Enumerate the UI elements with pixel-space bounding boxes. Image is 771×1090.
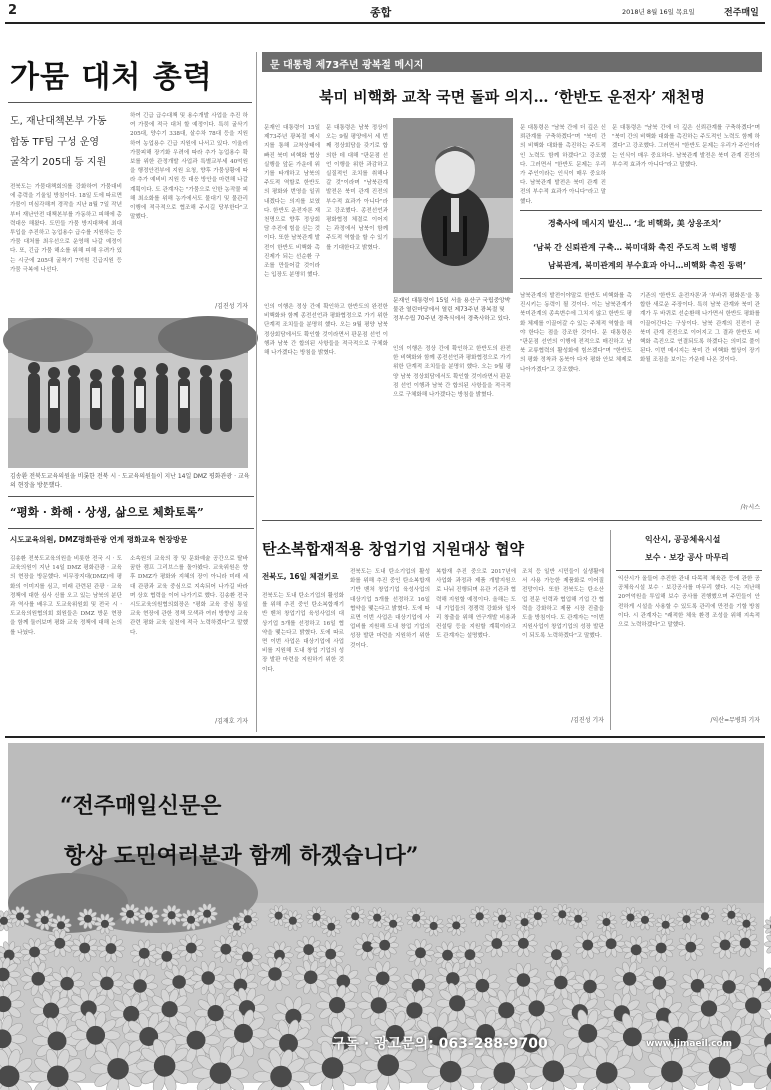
side-box-bottom-rule [520,278,762,279]
dmz-col-2-text: 소속원의 교육의 장 및 문화예술 공간으로 탈바꿈한 캠프 그리브스를 돌아봤다. 교육위원은 향후 DMZ가 평화와 지혜의 장이 아니라 미래 세대 관광과 교육 중심으로 지속되어 나가길 바라며 상호 협력을 이어 나가기로 했다. 김송환 전국시도교육의원협의회장은 "평화 교육 중심 통일 교육 현장에 관한 정책 모색과 여러 방향성 교육 관련 평화 교육 실천에 적극 노력하겠다"고 말했다. [130,556,248,636]
startup-dateline: 전북도, 16일 체결키로 [262,572,339,581]
startup-col-2: 전북도는 도내 탄소기업의 활성화를 위해 추진 중인 탄소복합재기반 벤처 창업기업 육성사업의 대상기업 5개를 선정하고 16일 협약을 맺는다고 밝혔다. 도에 따르면 이번 사업은 대상기업에 사업비를 지원해 도내 창업 기업의 성장 발판 마련을 지원하기 위한 것이다. [350,569,430,649]
startup-col-3: 복합재 추진 중으로 2017년에 사업화 과정과 제품 개발지원으로 나눠 진행되며 유관 기관과 협력해 지원할 예정이다. 올해는 도내 기업들의 경쟁력 강화와 일자리 창출을 위해 연구개발 비용과 컨설팅 등을 지원할 계획이라고 도 관계자는 설명했다. [436,569,516,640]
moon-mid-col-1: 인의 이행은 정상 간에 확인하고 한반도의 완전한 비핵화와 함께 종전선언과 평화협정으로 가기 위한 단계적 조치들을 분명히 했다. 오는 9월 평양 남북 정상회담에서도 확인할 것이라면서 판문점 선언 이행과 남북 간 합의된 사항들을 적극적으로 구체화해 나가겠다는 방침을 밝혔다. [264,304,388,357]
sunflower [764,916,771,937]
dmz-group-photo [8,318,248,468]
sunflower-advertisement [8,743,764,1083]
moon-photo [393,118,513,293]
drought-sub-1: 도, 재난대책본부 가동 [10,116,107,127]
ad-top-rule [5,736,765,738]
iksan-title-1: 익산시, 공공체육시설 [645,535,721,544]
iksan-title-2: 보수 · 보강 공사 마무리 [645,553,729,562]
iksan-divider [610,530,611,730]
paper-name: 전주매일 [724,8,759,18]
moon-credit: /뉴시스 [740,504,760,511]
dmz-col-1-text: 김송환 전북도교육의원을 비롯한 전국 시 · 도교육의원이 지난 14일 DMZ 평화관광 · 교육의 현장을 방문했다. 비무장지대(DMZ)에 평화의 이미지를 심고, 미래 관련된 관광 · 교육 정책에 대한 심사 신를 오고 있는 남북의 분단과 역사를 배우고 도교육위원회 및 전국 시 · 도교육의원협의회 회원들은 DMZ 방문 현장을 함께 둘러보며 평화 교육 정책에 대해 논의를 나눴다. [10,556,122,636]
dmz-credit: /김재호 기자 [215,718,248,725]
moon-photo-caption: 문재인 대통령이 15일 서울 용산구 국립중앙박물관 열린마당에서 열린 제73주년 광복절 및 정부수립 70주년 경축식에서 경축사하고 있다. [393,298,511,322]
page-header [0,0,771,22]
moon-col-1-text: 문재인 대통령이 15일 제73주년 광복절 메시지를 통해 교착상태에 빠진 북미 비핵화 협상 실행을 앞둔 가운데 위기를 타개하고 남북의 주도적 역할로 한반도의 평화와 번영을 일궈내겠다는 의지를 보였다. 한반도 운전자론 재천명으로 향후 정상회담 추진에 힘을 싣는 것이다. 또한 남북관계 발전이 한반도 비핵화 촉진제가 되는 선순환 구조를 만들어갈 것이라는 입장도 분명히 했다. [264,125,320,279]
drought-col-2-text: 하여 긴급 급수대책 및 용수개발 사업을 추진 하여 가뭄에 적극 대처 할 예정이다. 특히 굴삭기 205대, 양수기 338대, 살수차 78대 등을 지원하여 농업용수 긴급 지원에 나서고 있다. 이울러 가뭄피해 장기화 우려에 따라 추가 농업용수 확보를 위한 관정개발 사업과 특별교부세 40억원을 행정안전부에 지원 요청, 향후 가뭄상황에 따라 추가 예비비 지원 등 대응 방안을 마련해 나갈 계획이다. 도 관계자는 "가뭄으로 인한 농작물 피해 최소화를 위해 농가에서도 물대기 및 물관리 이행에 적극적으로 협조해 주시길 당부한다"고 말했다. [130,113,248,221]
section-name: 종합 [370,6,392,19]
dmz-photo-caption: 김송환 전북도교육의원을 비롯한 전북 시 · 도교육의원들이 지난 14일 DMZ 평화관광 · 교육의 현장을 방문했다. [10,473,250,489]
moon-headline: 북미 비핵화 교착 국면 돌파 의지… ‘한반도 운전자’ 재천명 [318,88,705,106]
startup-col-1: 전북도는 도내 탄소기업의 활성화를 위해 추진 중인 탄소복합재기반 벤처 창업기업 육성사업의 대상기업 5개를 선정하고 16일 협약을 맺는다고 밝혔다. 도에 따르면 이번 사업은 대상기업에 사업비를 지원해 도내 창업 기업의 성장 발판 마련을 지원하기 위한 것이다. [262,593,344,673]
moon-col-2-text: 문 대통령은 남북 정상이 오는 9월 평양에서 세 번째 정상회담을 갖기로 합의한 데 대해 "판문점 선언 이행을 위한 과감하고 실질적인 조치를 취해나갈 것"이라며 "남북관계 발전은 북미 관계 진전의 부수적 효과가 아니다"라고 강조했다. 종전선언과 평화협정 체결로 이어지는 과정에서 남북이 함께 주도적 역할을 할 수 있기를 기대한다고 밝혔다. [326,125,388,251]
side-box-title: 경축사에 메시지 발신… ‘北 비핵화, 美 상응조치’ [548,219,722,228]
iksan-title-rule [616,570,762,571]
moon-banner: 문 대통령 제73주년 광복절 메시지 [262,52,762,72]
side-box-line-1: ‘남북 간 신뢰관계 구축… 북미대화 촉진 주도적 노력 병행 [533,243,737,252]
moon-right-col-2-text: 문 대통령은 "남북 간에 더 깊은 신뢰관계를 구축하겠다"며 "북미 간의 비핵화 대화를 촉진하는 주도적인 노력도 함께 하겠다"고 강조했다. 그러면서 "한반도 문제는 우리가 주인이라는 인식이 매우 중요하다. 남북관계 발전은 북미 관계 진전의 부수적 효과가 아니다"라고 말했다. [612,125,760,168]
column-divider [256,52,257,732]
drought-col-1-text: 전북도는 가뭄대책회의를 강화하여 가뭄대비에 총력을 기울일 방침이다. 18일 도에 따르면 가뭄이 미심각해져 경작을 지난 8월 7일 작년 부터 재난안전 대책본부를 가동하고 피해에 총력대응 해왔다. 도민들 가뭄 방지대책에 최대 투입을 추진하고 농업용수 급수를 지원하는 등 가뭄 대처를 최우선으로 운영해 나갈 예정이다. 또, 긴급 가뭄 해소를 위해 피해 우려가 있는 시군에 205대 굴착기 7억원 긴급지원 등 가뭄 극복에 나선다. [10,184,122,273]
ad-url: www.jjmaeil.com [646,1039,732,1049]
drought-credit: /김진성 기자 [215,303,248,310]
quote-title-rule [8,496,254,497]
top-story-bottom-rule [262,520,762,521]
side-box-line-2: 남북관계, 북미관계의 부수효과 아니…비핵화 촉진 동력’ [548,261,747,270]
moon-mid-col-2: 남북관계의 발전이야말로 한반도 비핵화를 촉진시키는 동력이 될 것이다. 이는 남북관계가 북미관계의 종속변수에 그치지 않고 한반도 평화 체제를 이끌어갈 수 있는 주체적 역할을 해야 한다는 점을 강조한 것이다. 문 대통령은 "판문점 선언의 이행에 전적으로 매진하고 남북 교류협력의 활성화에 힘쓰겠다"며 "한반도의 평화 정착과 동북아 다자 평화 안보 체제로 나아가겠다"고 강조했다. [520,293,632,373]
iksan-text: 익산시가 올들어 추진한 관내 다목적 체육관 등에 관한 공공체육시설 보수 · 보강공사를 마무리 했다. 시는 지난해 20여억원을 투입해 보수 공사를 진행했으며 주민들이 안전하게 시설을 사용할 수 있도록 관리에 만전을 기할 방침이다. 시 관계자는 "쾌적한 체육 환경 조성을 위해 지속적으로 노력하겠다"고 말했다. [618,576,760,629]
ad-line-2: 항상 도민여러분과 함께 하겠습니다” [64,843,419,869]
moon-right-col-text: 문 대통령은 "남북 간에 더 깊은 신뢰관계를 구축하겠다"며 "북미 간의 비핵화 대화를 촉진하는 주도적인 노력도 함께 하겠다"고 강조했다. 그러면서 "한반도 문제는 우리가 주인이라는 인식이 매우 중요하다. 남북관계 발전은 북미 관계 진전의 부수적 효과가 아니다"라고 말했다. [520,125,606,205]
drought-title: 가뭄 대처 총력 [10,60,213,95]
drought-title-rule [8,102,252,103]
startup-col-4: 조치 등 일반 시민들이 실생활에서 사용 가능한 제품화로 이어질 전망이다. 또한 전북도는 탄소산업 전문 인력과 협업해 기업 간 협력을 강화하고 제품 시장 진출을 도울 방침이다. 도 관계자는 "이번 지원사업이 창업기업의 성장 발판이 되도록 노력하겠다"고 말했다. [522,569,604,640]
iksan-credit: /익산=무병희 기자 [710,717,760,724]
dmz-subheading-rule [8,528,254,529]
moon-mid-col-1b: 인의 이행은 정상 간에 확인하고 한반도의 완전한 비핵화와 함께 종전선언과 평화협정으로 가기 위한 단계적 조치들을 분명히 했다. 오는 9월 평양 남북 정상회담에서도 확인할 것이라면서 판문점 선언 이행과 남북 간 합의된 사항들을 적극적으로 구체화해 나가겠다는 방침을 밝혔다. [393,346,511,399]
dmz-subheading: 시도교육의원, DMZ평화관광 연계 평화교육 현장방문 [10,535,188,544]
header-rule [5,22,765,24]
moon-mid-col-3: 기존의 '한반도 운전자론'과 '부바퀴 평화론'을 통합한 새로운 주장이다. 특히 남북 관계와 북미 관계가 두 바퀴로 선순환해 나가면서 한반도 평화를 이끌어간다는 구상이다. 남북 관계의 진전이 곧 북미 관계 진전으로 이어지고 그 결과 한반도 비핵화 촉진으로 연결되도록 하겠다는 의미로 풀이된다. 이번 메시지는 북미 간 비핵화 협상이 장기화될 조짐을 보이는 가운데 나온 것이다. [640,293,760,364]
ad-line-1: “전주매일신문은 [60,793,222,819]
drought-sub-3: 굴착기 205대 등 지원 [10,157,107,168]
issue-date: 2018년 8월 16일 목요일 [622,8,695,16]
ad-contact: 구독 · 광고문의: 063-288-9700 [332,1036,548,1052]
side-box-top-rule [520,210,762,211]
dmz-quote-title: “평화 · 화해 · 상생, 삶으로 체화토록” [10,505,204,519]
startup-credit: /김진성 기자 [571,717,604,724]
drought-sub-2: 합동 TF팀 구성 운영 [10,137,100,148]
page-number: 2 [8,3,18,18]
startup-headline: 탄소복합재적용 창업기업 지원대상 협약 [262,540,524,558]
